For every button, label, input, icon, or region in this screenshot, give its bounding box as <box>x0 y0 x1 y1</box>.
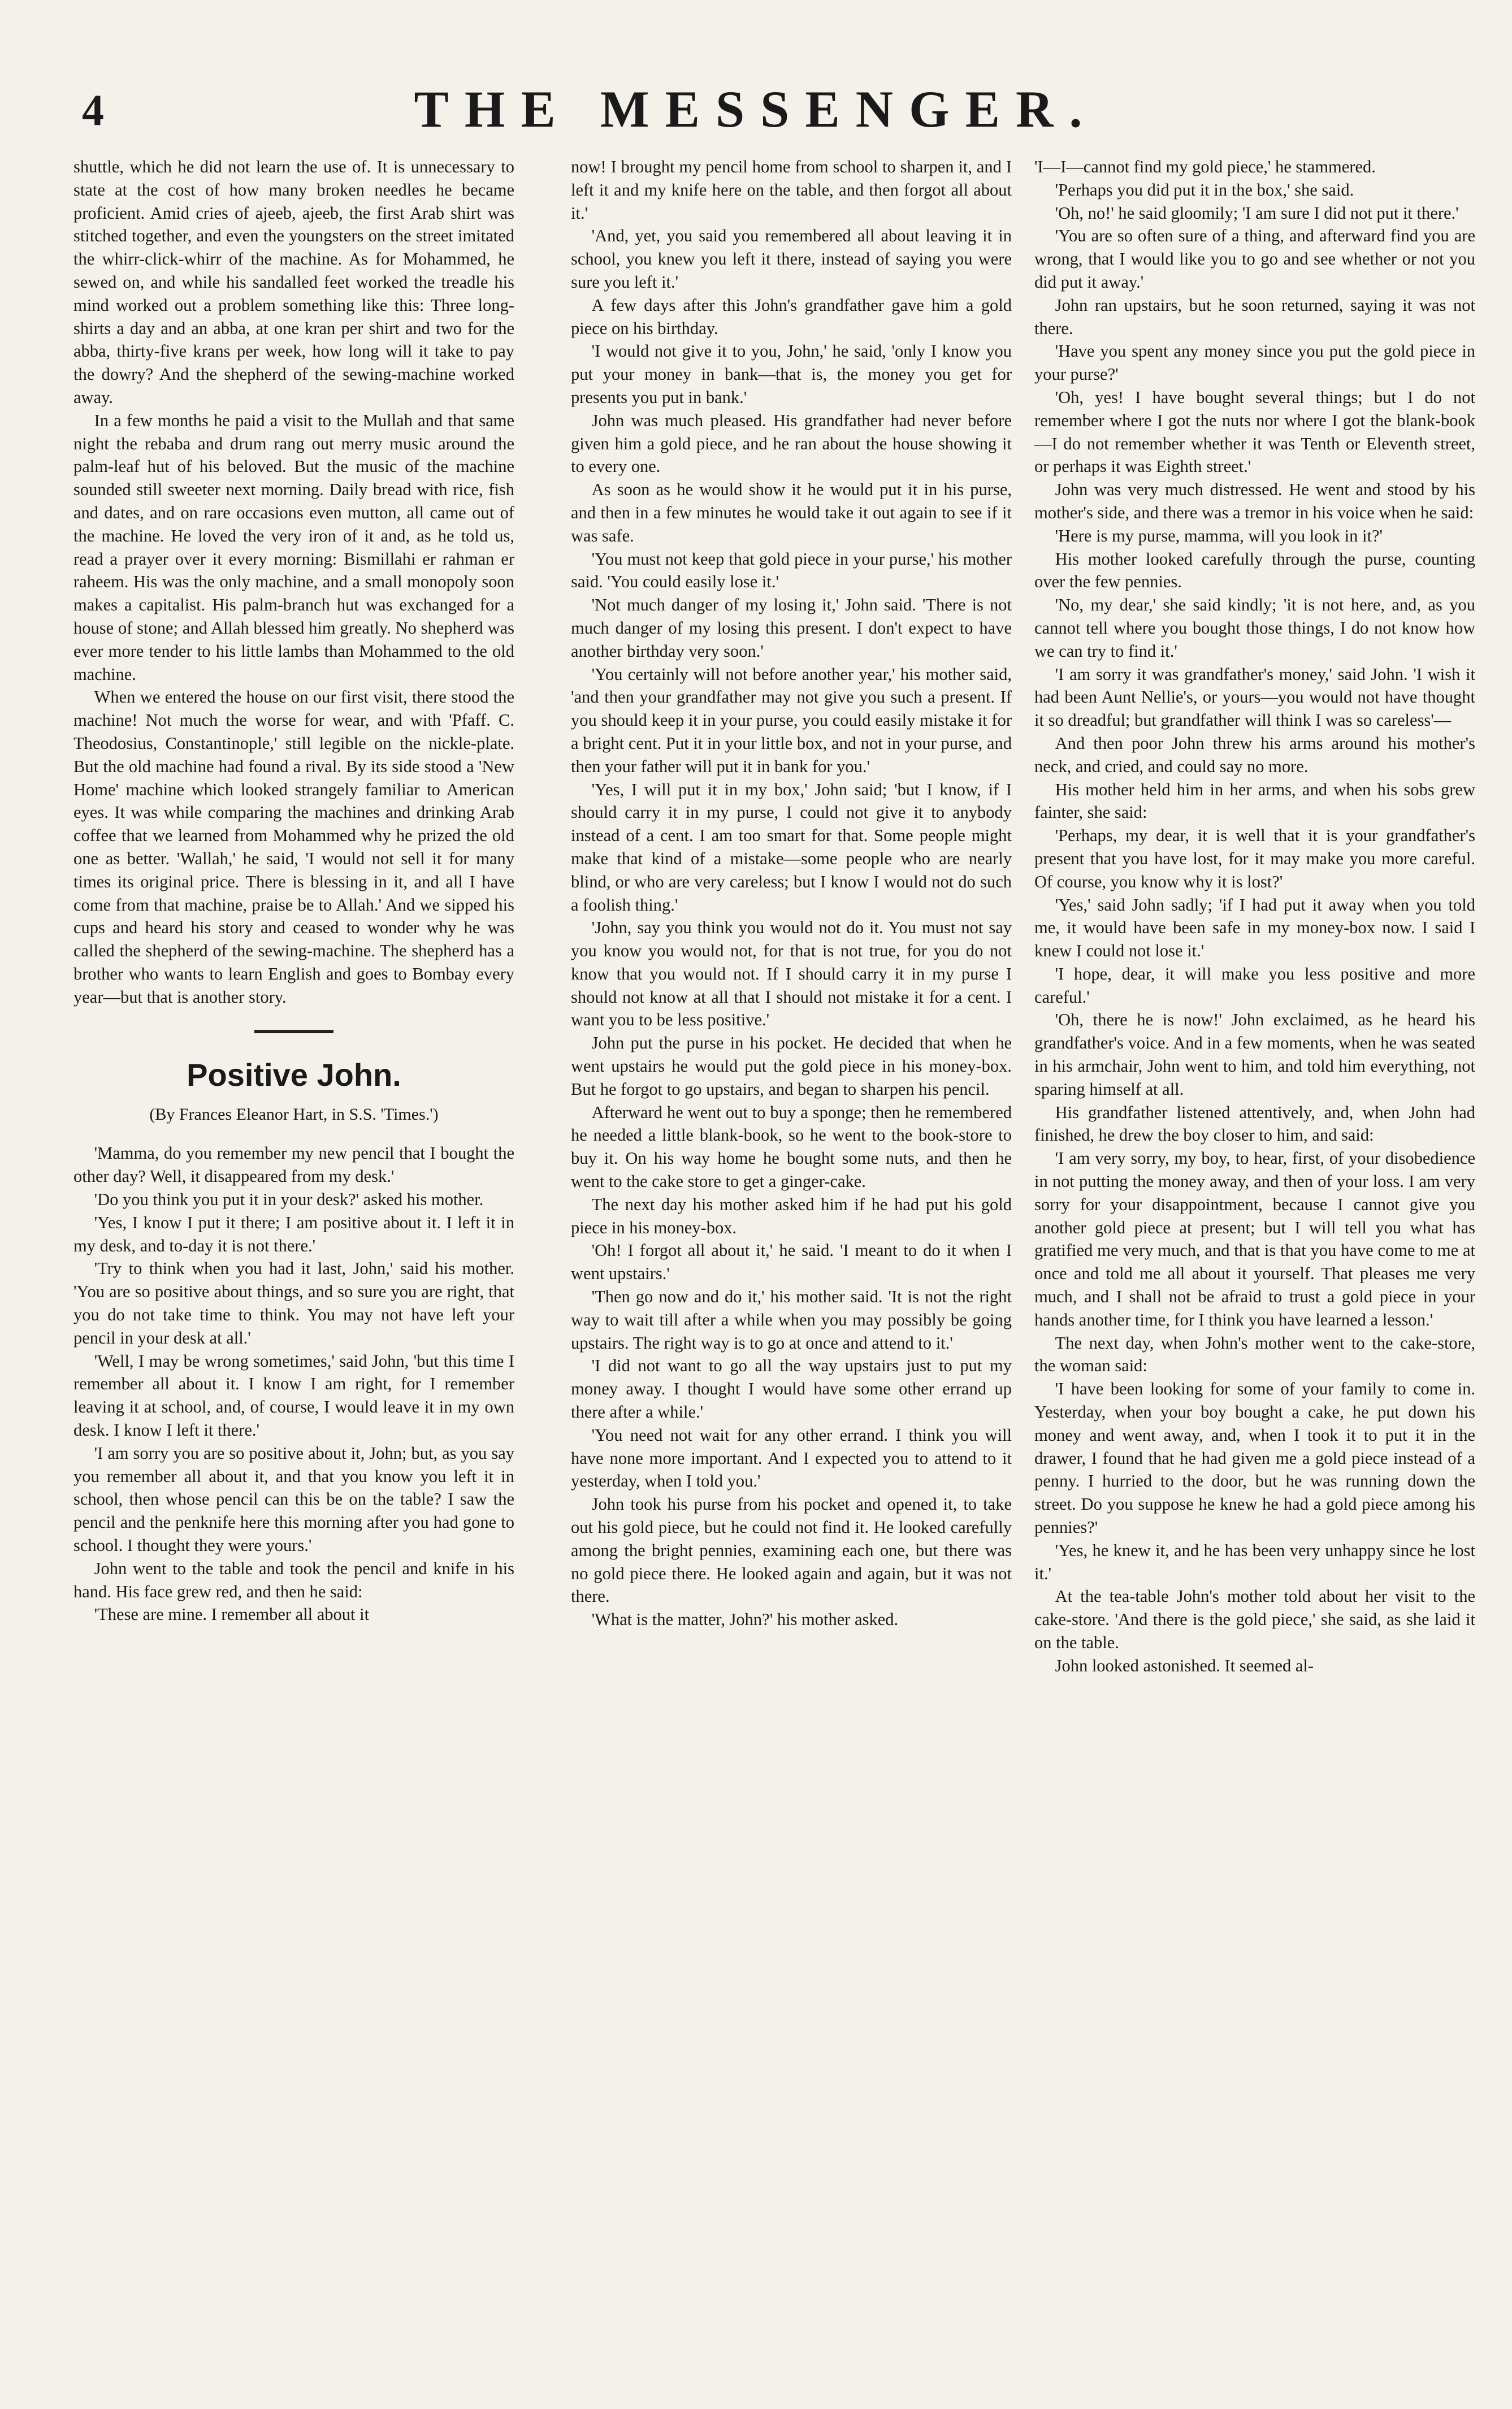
paragraph: 'Yes, I know I put it there; I am positive about it. I left it in my desk, and to-day it is not there.' <box>73 1212 514 1255</box>
paragraph: 'You are so often sure of a thing, and afterward find you are wrong, that I would like you to go and see whether or not you did put it away.' <box>1034 226 1475 292</box>
paragraph: When we entered the house on our first visit, there stood the machine! Not much the worse for wear, and with 'Pfaff. C. Theodosius, Constantinople,' still legible on the nickle-plate. But the old machine had found a rival. By its side stood a 'New Home' machine which looked strangely familiar to American eyes. It was while comparing the machines and drinking Arab coffee that we learned from Mohammed why he prized the old one as better. 'Wallah,' he said, 'I would not sell it for many times its original price. There is blessing in it, and all I have come from that machine, praise be to Allah.' And we sipped his cups and heard his story and ceased to wonder why he was called the shepherd of the sewing-machine. The shepherd has a brother who wants to learn English and goes to Bombay every year—but that is another story. <box>73 687 514 1007</box>
paragraph: At the tea-table John's mother told about her visit to the cake-store. 'And there is the gold piece,' she said, as she laid it on the table. <box>1034 1587 1475 1652</box>
paragraph: 'No, my dear,' she said kindly; 'it is not here, and, as you cannot tell where you bought those things, I do not know how we can try to find it.' <box>1034 595 1475 661</box>
paragraph: John was much pleased. His grandfather had never before given him a gold piece, and he ran about the house showing it to every one. <box>571 410 1012 476</box>
paragraph: 'Then go now and do it,' his mother said. 'It is not the right way to wait till after a while when you may possibly be going upstairs. The right way is to go at once and attend to it.' <box>571 1287 1012 1353</box>
paragraph: 'And, yet, you said you remembered all about leaving it in school, you knew you left it there, instead of saying you were sure you left it.' <box>571 226 1012 292</box>
paragraph: John went to the table and took the pencil and knife in his hand. His face grew red, and then he said: <box>73 1558 514 1601</box>
paragraph: 'Not much danger of my losing it,' John said. 'There is not much danger of my losing this present. I don't expect to have another birthday very soon.' <box>571 595 1012 661</box>
paragraph: 'Well, I may be wrong sometimes,' said John, 'but this time I remember all about it. I know I am right, for I remember leaving it at school, and, of course, I would leave it in my own desk. I know I left it there.' <box>73 1351 514 1440</box>
paragraph: His mother held him in her arms, and when his sobs grew fainter, she said: <box>1034 779 1475 822</box>
paragraph: 'Perhaps, my dear, it is well that it is your grandfather's present that you have lost, for it may make you more careful. Of course, you know why it is lost?' <box>1034 826 1475 891</box>
paragraph: 'Oh, yes! I have bought several things; but I do not remember where I got the nuts nor where I got the blank-book—I do not remember whether it was Tenth or Eleventh street, or perhaps it was Eighth street.' <box>1034 387 1475 476</box>
paragraph: 'Do you think you put it in your desk?' asked his mother. <box>94 1190 484 1210</box>
masthead: THE MESSENGER. <box>414 80 1098 138</box>
paragraph: The next day, when John's mother went to the cake-store, the woman said: <box>1034 1333 1475 1376</box>
paragraph: 'I did not want to go all the way upstairs just to put my money away. I thought I would have some other errand up there after a while.' <box>571 1356 1012 1422</box>
paragraph: 'I hope, dear, it will make you less positive and more careful.' <box>1034 964 1475 1007</box>
paragraph: 'Here is my purse, mamma, will you look in it?' <box>1055 526 1383 545</box>
paragraph: His grandfather listened attentively, and, when John had finished, he drew the boy closer to him, and said: <box>1034 1102 1475 1145</box>
paragraph: John was very much distressed. He went and stood by his mother's side, and there was a tremor in his voice when he said: <box>1034 480 1475 522</box>
paragraph: John took his purse from his pocket and opened it, to take out his gold piece, but he could not find it. He looked carefully among the bright pennies, examining each one, but there was no gold piece there. He looked again and again, but it was not there. <box>571 1494 1012 1606</box>
paragraph: 'You must not keep that gold piece in your purse,' his mother said. 'You could easily lose it.' <box>571 549 1012 592</box>
paragraph: 'Mamma, do you remember my new pencil that I bought the other day? Well, it disappeared from my desk.' <box>73 1143 514 1186</box>
article-byline: (By Frances Eleanor Hart, in S.S. 'Times.') <box>149 1105 439 1124</box>
section-divider <box>254 1030 333 1033</box>
paragraph: 'I would not give it to you, John,' he said, 'only I know you put your money in bank—that is, the money you get for presents you put in bank.' <box>571 341 1012 407</box>
paragraph: 'What is the matter, John?' his mother asked. <box>591 1610 899 1630</box>
paragraph: shuttle, which he did not learn the use of. It is unnecessary to state at the cost of how many broken needles he became proficient. Amid cries of ajeeb, ajeeb, the first Arab shirt was stitched together, and even the youngsters on the street imitated the whirr-click-whirr of the machine. As for Mohammed, he sewed on, and while his sandalled feet worked the treadle his mind worked out a problem something like this: Three long-shirts a day and an abba, at one kran per shirt and two for the abba, thirty-five krans per week, how long will it take to pay the dowry? And the shepherd of the sewing-machine worked away. <box>73 157 514 407</box>
paragraph: And then poor John threw his arms around his mother's neck, and cried, and could say no more. <box>1034 733 1475 776</box>
paragraph: A few days after this John's grandfather gave him a gold piece on his birthday. <box>571 295 1012 338</box>
paragraph: 'Oh, there he is now!' John exclaimed, as he heard his grandfather's voice. And in a few moments, when he was seated in his armchair, John went to him, and told him everything, not sparing himself at all. <box>1034 1010 1475 1099</box>
page-number: 4 <box>82 85 104 135</box>
paragraph: 'I am sorry it was grandfather's money,' said John. 'I wish it had been Aunt Nellie's, or yours—you would not have thought it so dreadful; but grandfather will think I was so careless'— <box>1034 664 1475 730</box>
paragraph: The next day his mother asked him if he had put his gold piece in his money-box. <box>571 1194 1012 1237</box>
paragraph: 'Oh, no!' he said gloomily; 'I am sure I did not put it there.' <box>1055 203 1459 223</box>
paragraph: 'You need not wait for any other errand. I think you will have none more important. And I expected you to attend to it yesterday, when I told you.' <box>571 1425 1012 1491</box>
paragraph: 'I have been looking for some of your family to come in. Yesterday, when your boy bought a cake, he put down his money and went away, and, when I took it to put it in the drawer, I found that he had given me a gold piece instead of a penny. I hurried to the door, but he was running down the street. Do you suppose he knew he had a gold piece among his pennies?' <box>1034 1379 1475 1537</box>
paragraph: John put the purse in his pocket. He decided that when he went upstairs he would put the gold piece in his money-box. But he forgot to go upstairs, and began to sharpen his pencil. <box>571 1033 1012 1099</box>
paragraph: 'John, say you think you would not do it. You must not say you know you would not, for that is not true, for you do not know that you would not. If I should carry it in my purse I should not know at all that I should not mistake it for a cent. I want you to be less positive.' <box>571 918 1012 1030</box>
column-3 <box>1034 155 1475 2371</box>
column-1 <box>73 155 514 2371</box>
paragraph: John ran upstairs, but he soon returned, saying it was not there. <box>1034 295 1475 338</box>
paragraph: 'These are mine. I remember all about it <box>94 1605 370 1624</box>
paragraph: now! I brought my pencil home from school to sharpen it, and I left it and my knife here on the table, and then forgot all about it.' <box>571 157 1012 223</box>
article-title: Positive John. <box>187 1057 401 1093</box>
paragraph: 'Oh! I forgot all about it,' he said. 'I meant to do it when I went upstairs.' <box>571 1241 1012 1284</box>
paragraph: 'Yes, he knew it, and he has been very unhappy since he lost it.' <box>1034 1540 1475 1583</box>
paragraph: Afterward he went out to buy a sponge; then he remembered he needed a little blank-book, so he went to the book-store to buy it. On his way home he bought some nuts, and then he went to the cake store to get a ginger-cake. <box>571 1102 1012 1191</box>
paragraph: John looked astonished. It seemed al- <box>1055 1656 1314 1675</box>
paragraph: 'I am very sorry, my boy, to hear, first, of your disobedience in not putting the money away, and then of your loss. I am very sorry for your disappointment, because I cannot give you another gold piece at present; but I will tell you what has gratified me very much, and that is that you have come to me at once and told me all about it yourself. That pleases me very much, and I shall not be afraid to trust a gold piece in your hands another time, for I think you have learned a lesson.' <box>1034 1149 1475 1329</box>
paragraph: As soon as he would show it he would put it in his purse, and then in a few minutes he would take it out again to see if it was safe. <box>571 480 1012 545</box>
column-2 <box>571 155 1012 2371</box>
paragraph: 'Yes,' said John sadly; 'if I had put it away when you told me, it would have been safe in my money-box now. I said I knew I could not lose it.' <box>1034 895 1475 961</box>
paragraph: 'Yes, I will put it in my box,' John said; 'but I know, if I should carry it in my purse, I could not give it to anybody instead of a cent. I am too smart for that. Some people might make that kind of a mistake—some people who are nearly blind, or who are very careless; but I know I would not do such a foolish thing.' <box>571 779 1012 915</box>
paragraph: In a few months he paid a visit to the Mullah and that same night the rebaba and drum rang out merry music around the palm-leaf hut of his beloved. But the music of the machine sounded still sweeter next morning. Daily bread with rice, fish and dates, and on rare occasions even mutton, all came out of the machine. He loved the very iron of it and, as he told us, read a prayer over it every morning: Bismillahi er rahman er raheem. His was the only machine, and a small monopoly soon makes a capitalist. His palm-branch hut was exchanged for a house of stone; and Allah blessed him greatly. No shepherd was ever more tender to his little lambs than Mohammed to the old machine. <box>73 410 514 684</box>
paragraph: 'You certainly will not before another year,' his mother said, 'and then your grandfather may not give you such a present. If you should keep it in your purse, you could easily mistake it for a bright cent. Put it in your little box, and not in your purse, and then your father will put it in bank for you.' <box>571 664 1012 776</box>
paragraph: 'Perhaps you did put it in the box,' she said. <box>1055 180 1354 200</box>
paragraph: 'Try to think when you had it last, John,' said his mother. 'You are so positive about things, and so sure you are right, that you do not take time to think. You may not have left your pencil in your desk at all.' <box>73 1259 514 1348</box>
paragraph: 'I—I—cannot find my gold piece,' he stammered. <box>1034 157 1376 176</box>
paragraph: 'I am sorry you are so positive about it, John; but, as you say you remember all about it, and that you know you left it in school, then whose pencil can this be on the table? I saw the pencil and the penknife here this morning after you had gone to school. I thought they were yours.' <box>73 1443 514 1556</box>
paragraph: 'Have you spent any money since you put the gold piece in your purse?' <box>1034 341 1475 384</box>
paragraph: His mother looked carefully through the purse, counting over the few pennies. <box>1034 549 1475 592</box>
